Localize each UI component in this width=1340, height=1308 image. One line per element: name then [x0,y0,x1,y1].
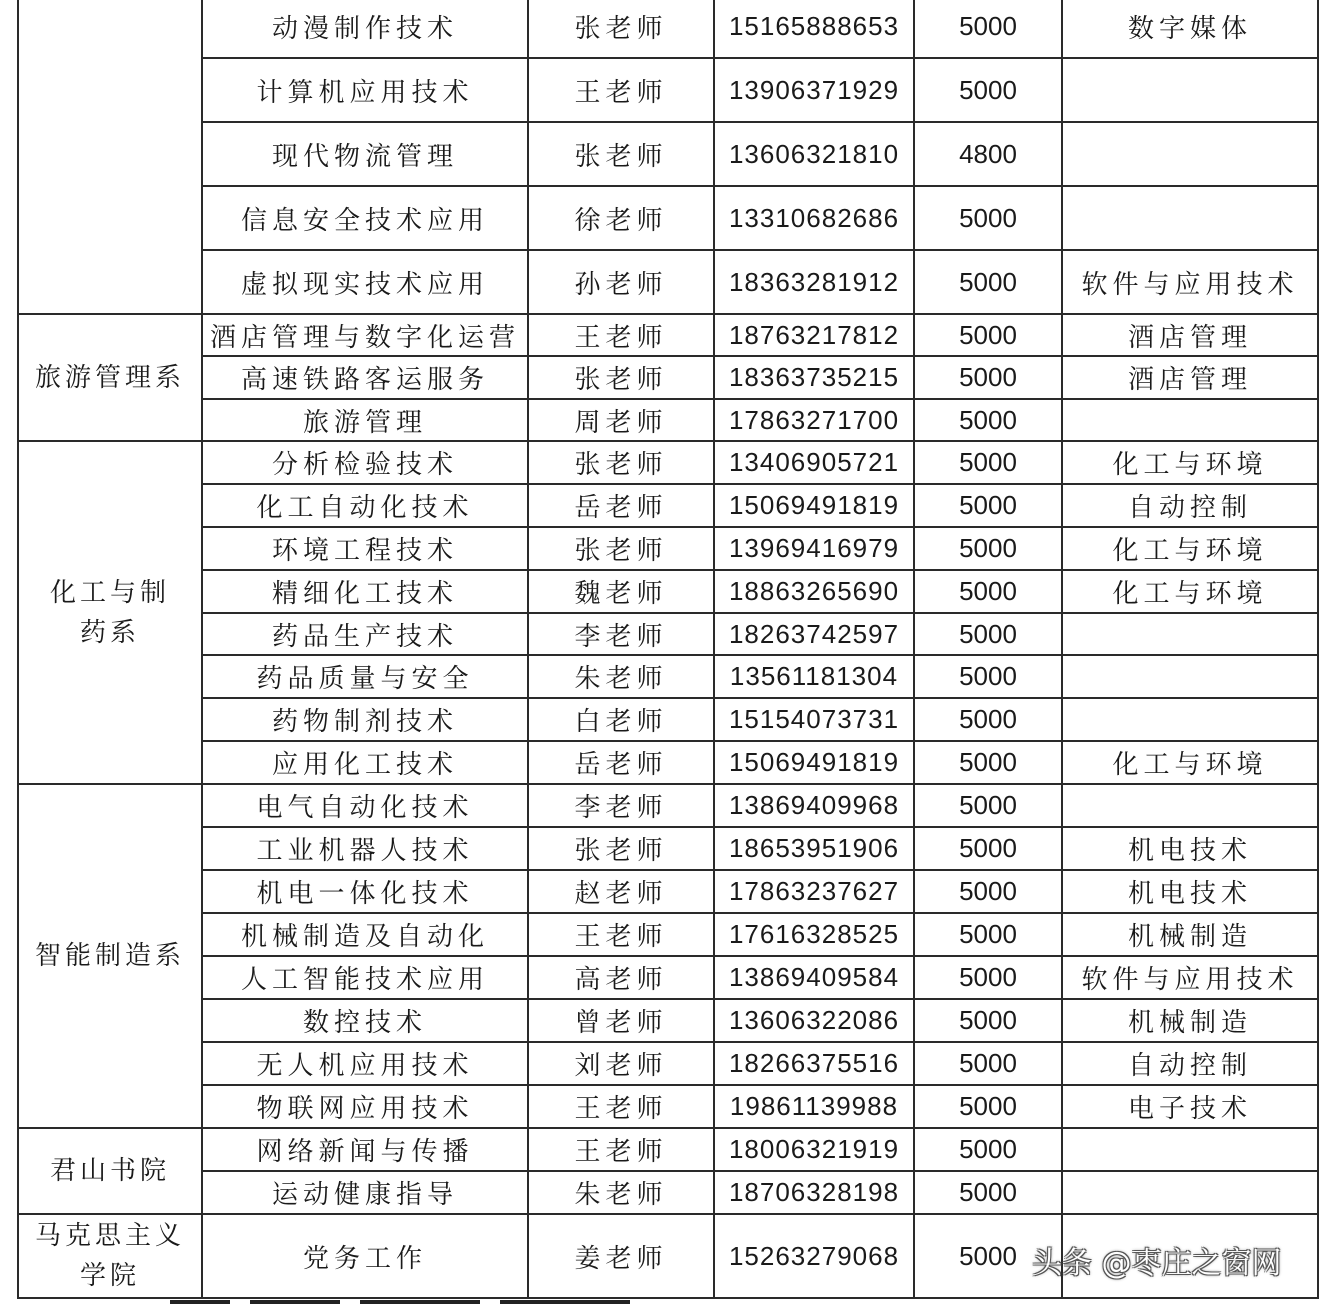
major-cell: 旅游管理 [202,399,528,441]
major-cell: 运动健康指导 [202,1171,528,1214]
major-cell: 机电一体化技术 [202,870,528,913]
teacher-cell: 魏老师 [528,570,714,613]
table-row [18,58,1318,122]
cropped-text-remnant [0,1300,1340,1308]
department-cell: 化工与制药系 [18,441,202,784]
major-cell: 电气自动化技术 [202,784,528,827]
teacher-cell: 王老师 [528,58,714,122]
note-cell: 化工与环境 [1062,441,1318,484]
teacher-cell: 李老师 [528,784,714,827]
major-cell: 动漫制作技术 [202,0,528,58]
table-row [18,741,1318,784]
phone-cell: 18263742597 [714,613,914,655]
phone-cell: 13906371929 [714,58,914,122]
teacher-cell: 李老师 [528,613,714,655]
teacher-cell: 白老师 [528,698,714,741]
phone-cell: 15069491819 [714,741,914,784]
teacher-cell: 朱老师 [528,655,714,698]
major-cell: 应用化工技术 [202,741,528,784]
major-cell: 现代物流管理 [202,122,528,186]
major-cell: 工业机器人技术 [202,827,528,870]
note-cell: 机械制造 [1062,913,1318,956]
plan-cell: 5000 [914,613,1062,655]
teacher-cell: 张老师 [528,441,714,484]
plan-cell: 5000 [914,441,1062,484]
phone-cell: 13310682686 [714,186,914,250]
phone-cell: 13406905721 [714,441,914,484]
teacher-cell: 岳老师 [528,484,714,527]
plan-cell: 5000 [914,913,1062,956]
teacher-cell: 孙老师 [528,250,714,314]
plan-cell: 5000 [914,956,1062,999]
phone-cell: 18363735215 [714,356,914,399]
note-cell [1062,186,1318,250]
table-row [18,1128,1318,1171]
major-cell: 药物制剂技术 [202,698,528,741]
table-row [18,870,1318,913]
plan-cell: 4800 [914,122,1062,186]
phone-cell: 19861139988 [714,1085,914,1128]
plan-cell: 5000 [914,399,1062,441]
note-cell: 自动控制 [1062,1042,1318,1085]
plan-cell: 5000 [914,527,1062,570]
plan-cell: 5000 [914,58,1062,122]
teacher-cell: 曾老师 [528,999,714,1042]
major-cell: 计算机应用技术 [202,58,528,122]
plan-cell: 5000 [914,570,1062,613]
major-cell: 酒店管理与数字化运营 [202,314,528,356]
major-cell: 网络新闻与传播 [202,1128,528,1171]
major-cell: 虚拟现实技术应用 [202,250,528,314]
note-cell: 酒店管理 [1062,314,1318,356]
note-cell: 机电技术 [1062,827,1318,870]
table-row [18,122,1318,186]
table-row [18,356,1318,399]
major-cell: 人工智能技术应用 [202,956,528,999]
plan-cell: 5000 [914,827,1062,870]
table-row [18,1171,1318,1214]
department-cell: 君山书院 [18,1128,202,1214]
plan-cell: 5000 [914,1171,1062,1214]
note-cell [1062,613,1318,655]
department-cell: 马克思主义学院 [18,1214,202,1298]
phone-cell: 15263279068 [714,1214,914,1298]
plan-cell: 5000 [914,784,1062,827]
note-cell: 酒店管理 [1062,356,1318,399]
major-cell: 药品生产技术 [202,613,528,655]
teacher-cell: 徐老师 [528,186,714,250]
plan-cell: 5000 [914,1128,1062,1171]
table-row [18,186,1318,250]
note-cell: 软件与应用技术 [1062,956,1318,999]
department-cell [18,0,202,314]
department-cell: 旅游管理系 [18,314,202,441]
note-cell [1062,1128,1318,1171]
table-row [18,441,1318,484]
plan-cell: 5000 [914,186,1062,250]
note-cell: 电子技术 [1062,1085,1318,1128]
table-row [18,827,1318,870]
phone-cell: 13969416979 [714,527,914,570]
teacher-cell: 王老师 [528,314,714,356]
phone-cell: 18363281912 [714,250,914,314]
phone-cell: 18266375516 [714,1042,914,1085]
table-row [18,314,1318,356]
phone-cell: 17863237627 [714,870,914,913]
plan-cell: 5000 [914,484,1062,527]
note-cell: 数字媒体 [1062,0,1318,58]
table-row [18,655,1318,698]
phone-cell: 17863271700 [714,399,914,441]
note-cell: 化工与环境 [1062,570,1318,613]
table-row [18,399,1318,441]
teacher-cell: 张老师 [528,0,714,58]
phone-cell: 18706328198 [714,1171,914,1214]
major-cell: 机械制造及自动化 [202,913,528,956]
table-row [18,913,1318,956]
major-cell: 物联网应用技术 [202,1085,528,1128]
note-cell [1062,399,1318,441]
phone-cell: 13869409968 [714,784,914,827]
note-cell [1062,122,1318,186]
major-cell: 高速铁路客运服务 [202,356,528,399]
major-cell: 数控技术 [202,999,528,1042]
plan-cell: 5000 [914,741,1062,784]
major-cell: 精细化工技术 [202,570,528,613]
watermark-text: 头条 @枣庄之窗网 [1032,1246,1282,1281]
plan-cell: 5000 [914,999,1062,1042]
plan-cell: 5000 [914,356,1062,399]
phone-cell: 18863265690 [714,570,914,613]
phone-cell: 13561181304 [714,655,914,698]
major-contact-table [17,0,1319,1299]
phone-cell: 17616328525 [714,913,914,956]
teacher-cell: 王老师 [528,1085,714,1128]
major-cell: 无人机应用技术 [202,1042,528,1085]
table-row [18,1085,1318,1128]
teacher-cell: 张老师 [528,122,714,186]
table-row [18,698,1318,741]
department-cell: 智能制造系 [18,784,202,1128]
note-cell: 化工与环境 [1062,527,1318,570]
plan-cell: 5000 [914,1214,1062,1298]
phone-cell: 13606322086 [714,999,914,1042]
teacher-cell: 朱老师 [528,1171,714,1214]
plan-cell: 5000 [914,0,1062,58]
major-cell: 党务工作 [202,1214,528,1298]
note-cell: 自动控制 [1062,484,1318,527]
phone-cell: 13869409584 [714,956,914,999]
phone-cell: 15069491819 [714,484,914,527]
major-cell: 药品质量与安全 [202,655,528,698]
note-cell [1062,58,1318,122]
table-row [18,613,1318,655]
major-cell: 分析检验技术 [202,441,528,484]
table-row [18,484,1318,527]
plan-cell: 5000 [914,1085,1062,1128]
teacher-cell: 刘老师 [528,1042,714,1085]
teacher-cell: 赵老师 [528,870,714,913]
table-row [18,784,1318,827]
phone-cell: 18006321919 [714,1128,914,1171]
note-cell: 化工与环境 [1062,741,1318,784]
teacher-cell: 岳老师 [528,741,714,784]
teacher-cell: 王老师 [528,913,714,956]
table-row [18,250,1318,314]
plan-cell: 5000 [914,1042,1062,1085]
teacher-cell: 张老师 [528,527,714,570]
teacher-cell: 高老师 [528,956,714,999]
table-row [18,0,1318,58]
phone-cell: 18653951906 [714,827,914,870]
note-cell [1062,698,1318,741]
table-row [18,999,1318,1042]
major-cell: 环境工程技术 [202,527,528,570]
note-cell [1062,655,1318,698]
note-cell [1062,784,1318,827]
major-cell: 化工自动化技术 [202,484,528,527]
teacher-cell: 张老师 [528,356,714,399]
table-row [18,1042,1318,1085]
table-row [18,570,1318,613]
table-row [18,527,1318,570]
note-cell: 机电技术 [1062,870,1318,913]
phone-cell: 15165888653 [714,0,914,58]
phone-cell: 18763217812 [714,314,914,356]
major-cell: 信息安全技术应用 [202,186,528,250]
note-cell [1062,1171,1318,1214]
teacher-cell: 周老师 [528,399,714,441]
teacher-cell: 张老师 [528,827,714,870]
plan-cell: 5000 [914,314,1062,356]
table-body [18,0,1318,1298]
note-cell: 软件与应用技术 [1062,250,1318,314]
phone-cell: 13606321810 [714,122,914,186]
note-cell: 机械制造 [1062,999,1318,1042]
teacher-cell: 王老师 [528,1128,714,1171]
plan-cell: 5000 [914,250,1062,314]
plan-cell: 5000 [914,655,1062,698]
plan-cell: 5000 [914,698,1062,741]
phone-cell: 15154073731 [714,698,914,741]
table-row [18,956,1318,999]
plan-cell: 5000 [914,870,1062,913]
teacher-cell: 姜老师 [528,1214,714,1298]
